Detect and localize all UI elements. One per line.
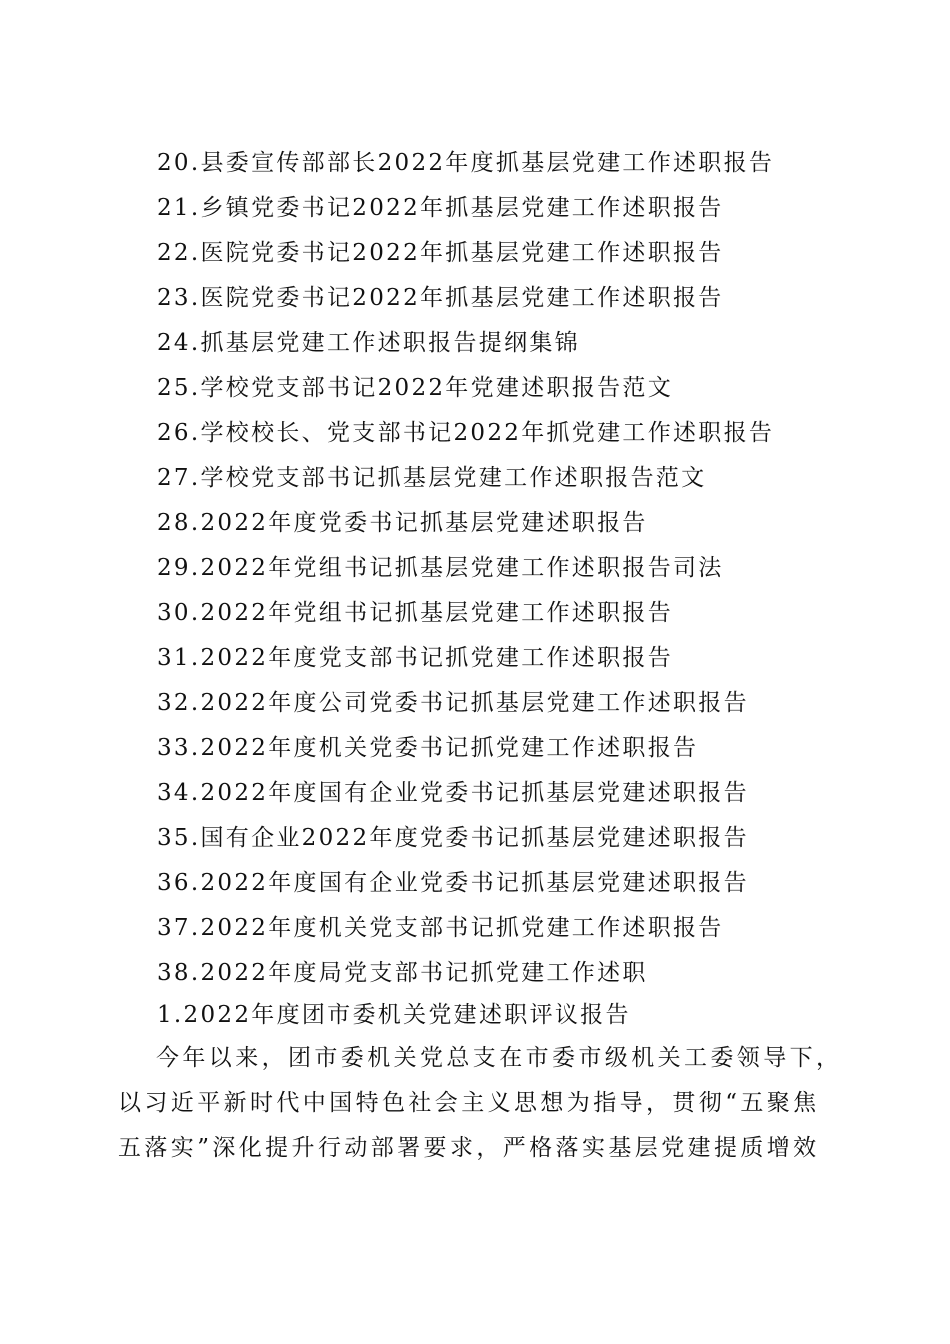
toc-item: 31.2022年度党支部书记抓党建工作述职报告	[157, 645, 674, 671]
table-of-contents	[157, 141, 857, 996]
toc-item: 36.2022年度国有企业党委书记抓基层党建述职报告	[157, 870, 749, 896]
section-title: 1.2022年度团市委机关党建述职评议报告	[157, 1002, 631, 1028]
body-line: 以习近平新时代中国特色社会主义思想为指导，贯彻“五聚焦	[118, 1090, 820, 1116]
toc-item: 28.2022年度党委书记抓基层党建述职报告	[157, 510, 648, 536]
body-line: 今年以来，团市委机关党总支在市委市级机关工委领导下，	[156, 1045, 843, 1071]
toc-item: 29.2022年党组书记抓基层党建工作述职报告司法	[157, 555, 724, 581]
toc-item: 34.2022年度国有企业党委书记抓基层党建述职报告	[157, 780, 749, 806]
toc-item: 27.学校党支部书记抓基层党建工作述职报告范文	[157, 465, 707, 491]
toc-item: 23.医院党委书记2022年抓基层党建工作述职报告	[157, 285, 724, 311]
body-paragraph	[118, 1036, 843, 1171]
toc-item: 38.2022年度局党支部书记抓党建工作述职	[157, 960, 648, 986]
toc-item: 30.2022年党组书记抓基层党建工作述职报告	[157, 600, 674, 626]
toc-item: 32.2022年度公司党委书记抓基层党建工作述职报告	[157, 690, 749, 716]
toc-item: 37.2022年度机关党支部书记抓党建工作述职报告	[157, 915, 724, 941]
toc-item: 25.学校党支部书记2022年党建述职报告范文	[157, 375, 674, 401]
toc-item: 21.乡镇党委书记2022年抓基层党建工作述职报告	[157, 195, 724, 221]
toc-item: 33.2022年度机关党委书记抓党建工作述职报告	[157, 735, 699, 761]
toc-item: 35.国有企业2022年度党委书记抓基层党建述职报告	[157, 825, 749, 851]
toc-item: 26.学校校长、党支部书记2022年抓党建工作述职报告	[157, 420, 775, 446]
body-line: 五落实”深化提升行动部署要求，严格落实基层党建提质增效	[118, 1135, 820, 1161]
toc-item: 22.医院党委书记2022年抓基层党建工作述职报告	[157, 240, 724, 266]
toc-item: 24.抓基层党建工作述职报告提纲集锦	[157, 330, 580, 356]
toc-item: 20.县委宣传部部长2022年度抓基层党建工作述职报告	[157, 150, 775, 176]
